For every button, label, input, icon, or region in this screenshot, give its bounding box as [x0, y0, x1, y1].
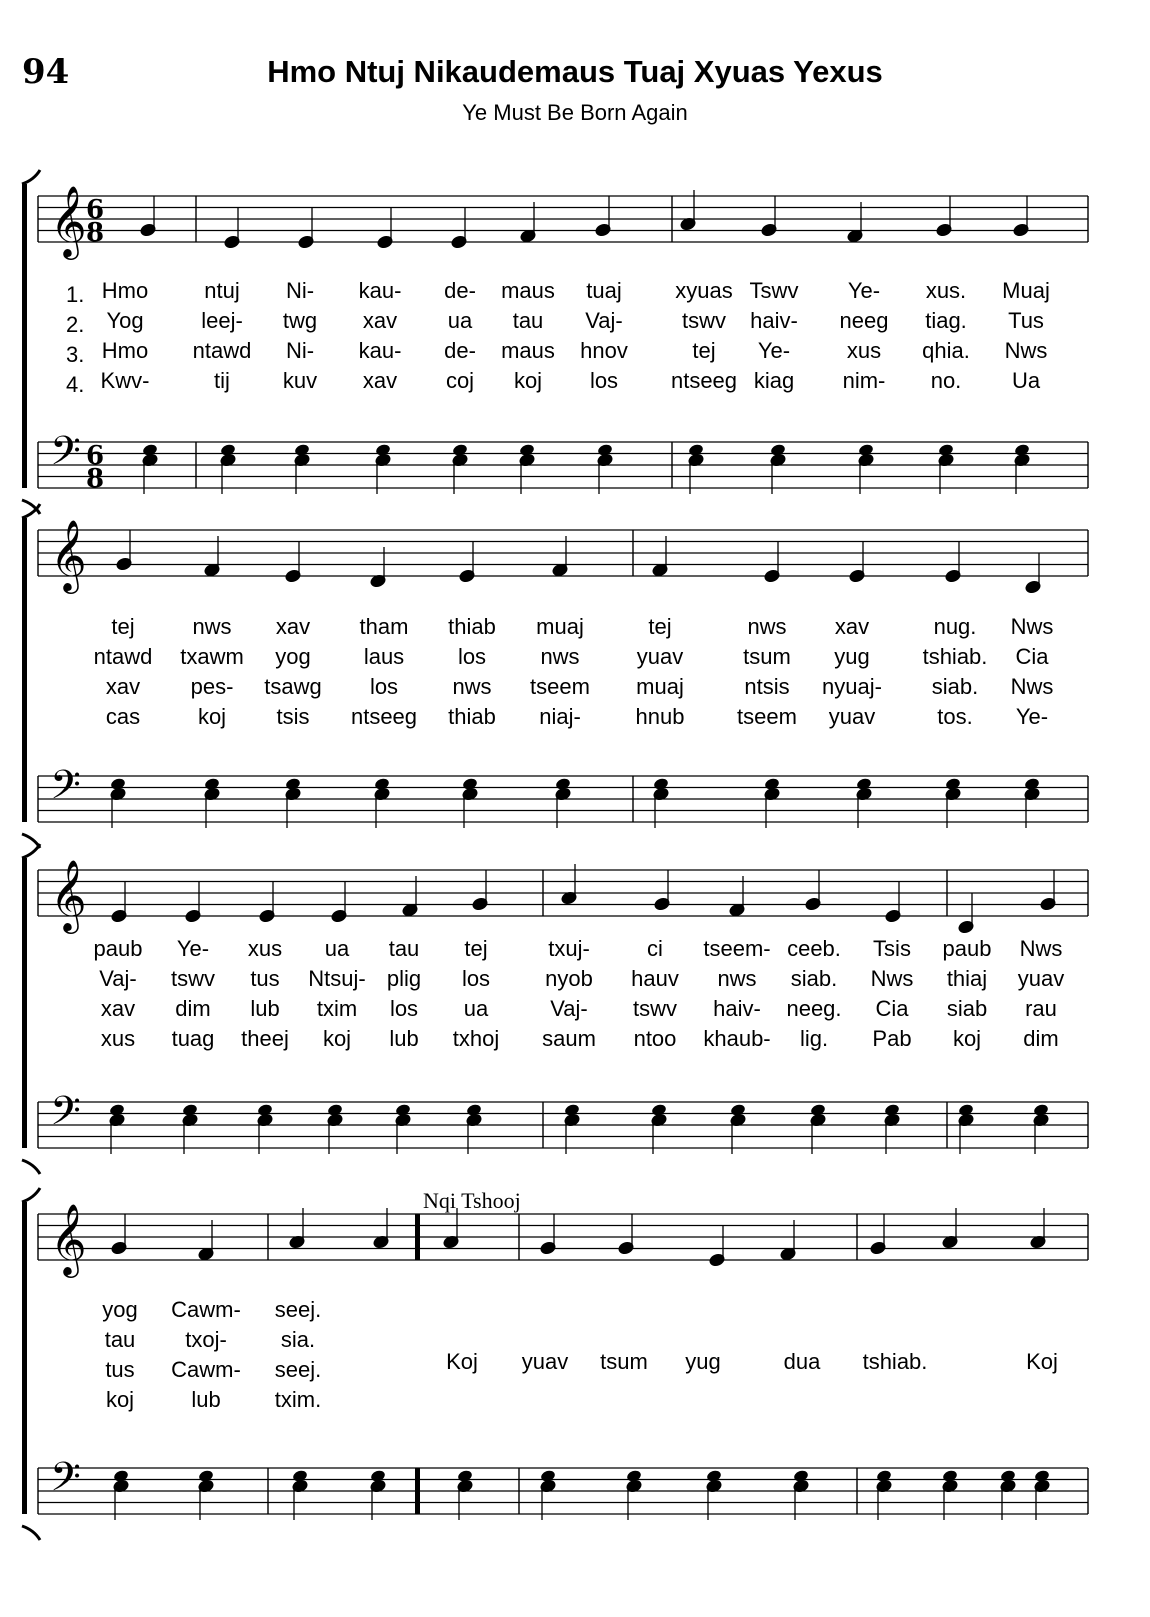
lyric-syllable: dim [175, 996, 211, 1021]
lyric-syllable: saum [542, 1026, 596, 1051]
note-head [876, 1469, 893, 1483]
lyric-syllable: de- [444, 338, 476, 363]
lyric-syllable: leej- [201, 308, 243, 333]
note-head [257, 1103, 274, 1117]
lyric-syllable: tau [388, 936, 420, 961]
lyric-syllable: plig [386, 966, 422, 991]
lyric-syllable: kuv [282, 368, 318, 393]
lyric-syllable: tswv [171, 966, 215, 991]
lyric-syllable: muaj [536, 614, 584, 639]
lyric-syllable: seej. [274, 1357, 322, 1382]
lyric-syllable: Tus [1008, 308, 1044, 333]
treble-clef: 𝄞 [50, 1202, 87, 1275]
lyric-syllable: lub [191, 1387, 221, 1412]
lyric-syllable: tseem [737, 704, 797, 729]
lyric-syllable: nws [192, 614, 232, 639]
treble-clef: 𝄞 [50, 518, 87, 591]
lyric-syllable: nyuaj- [822, 674, 882, 699]
system-bracket [22, 518, 27, 822]
lyric-syllable: xus [100, 1026, 136, 1051]
system-bracket [22, 858, 27, 1148]
lyric-syllable: Cawm- [171, 1297, 241, 1322]
note-head [457, 1469, 474, 1483]
lyric-syllable: ua [463, 996, 489, 1021]
lyric-syllable: tuag [171, 1026, 215, 1051]
bass-clef: 𝄢 [50, 762, 81, 818]
bracket-bottom-hook [22, 1160, 40, 1174]
lyric-syllable: maus [501, 338, 555, 363]
note-head [651, 1103, 668, 1117]
lyric-syllable: koj [952, 1026, 982, 1051]
note-head [109, 1103, 126, 1117]
lyric-syllable: nws [747, 614, 787, 639]
note-head [452, 443, 469, 457]
lyric-syllable: thiab [448, 704, 496, 729]
lyric-syllable: xyuas [675, 278, 733, 303]
lyric-syllable: ntuj [204, 278, 240, 303]
note-head [706, 1469, 723, 1483]
refrain-syllable: tsum [600, 1349, 648, 1374]
lyric-syllable: Nws [1019, 936, 1063, 961]
lyric-syllable: xav [105, 674, 141, 699]
note-head [1033, 1103, 1050, 1117]
note-head [374, 777, 391, 791]
lyric-syllable: yuav [636, 644, 684, 669]
note-head [1014, 443, 1031, 457]
refrain-syllable: yuav [521, 1349, 569, 1374]
lyric-syllable: nyob [545, 966, 593, 991]
lyric-syllable: xus. [925, 278, 967, 303]
note-head [204, 777, 221, 791]
lyric-syllable: ntawd [93, 644, 153, 669]
note-head [938, 443, 955, 457]
lyric-syllable: Nws [1004, 338, 1048, 363]
time-signature-top: 6 [86, 441, 105, 471]
note-head [730, 1103, 747, 1117]
lyric-syllable: paub [93, 936, 143, 961]
hymn-subtitle: Ye Must Be Born Again [462, 100, 688, 125]
lyric-syllable: Cawm- [171, 1357, 241, 1382]
lyric-syllable: tej [692, 338, 716, 363]
note-head [793, 1469, 810, 1483]
lyric-syllable: sia. [280, 1327, 316, 1352]
lyric-syllable: pes- [190, 674, 234, 699]
treble-clef: 𝄞 [50, 184, 87, 257]
lyric-syllable: rau [1025, 996, 1057, 1021]
lyric-syllable: tej [464, 936, 488, 961]
lyric-syllable: hnov [580, 338, 628, 363]
lyric-syllable: yug [834, 644, 870, 669]
lyric-syllable: niaj- [539, 704, 581, 729]
note-head [110, 777, 127, 791]
bracket-top-hook [22, 170, 40, 184]
lyric-syllable: de- [444, 278, 476, 303]
lyric-syllable: koj [197, 704, 227, 729]
lyric-syllable: neeg. [786, 996, 842, 1021]
bracket-bottom-hook [22, 1526, 40, 1540]
lyric-syllable: maus [501, 278, 555, 303]
lyric-syllable: xus [846, 338, 882, 363]
lyric-syllable: Ye- [176, 936, 210, 961]
bass-clef: 𝄢 [50, 1088, 81, 1144]
refrain-syllable: Koj [446, 1349, 478, 1374]
bass-clef: 𝄢 [50, 428, 81, 484]
note-head [540, 1469, 557, 1483]
lyric-syllable: Ni- [285, 278, 315, 303]
note-head [770, 443, 787, 457]
lyric-syllable: txim [316, 996, 358, 1021]
lyric-syllable: yog [102, 1297, 138, 1322]
lyric-syllable: nws [717, 966, 757, 991]
lyric-syllable: ua [447, 308, 473, 333]
system-bracket [22, 184, 27, 488]
lyric-syllable: xav [362, 308, 398, 333]
lyric-syllable: tus [105, 1357, 135, 1382]
refrain-syllable: Koj [1026, 1349, 1058, 1374]
note-head [198, 1469, 215, 1483]
note-head [1000, 1469, 1017, 1483]
lyric-syllable: ntseeg [350, 704, 418, 729]
lyric-syllable: tej [111, 614, 135, 639]
lyric-syllable: los [389, 996, 419, 1021]
lyric-syllable: siab. [931, 674, 979, 699]
refrain-syllable: yug [685, 1349, 721, 1374]
lyric-syllable: hauv [631, 966, 679, 991]
refrain-syllable: tshiab. [862, 1349, 928, 1374]
lyric-syllable: ceeb. [787, 936, 841, 961]
lyric-syllable: Tsis [873, 936, 911, 961]
lyric-syllable: Ye- [847, 278, 881, 303]
note-head [958, 1103, 975, 1117]
lyric-syllable: yuav [1017, 966, 1065, 991]
lyric-syllable: khaub- [703, 1026, 771, 1051]
note-head [555, 777, 572, 791]
tempo-marking: Nqi Tshooj [423, 1188, 521, 1213]
note-head [564, 1103, 581, 1117]
lyric-syllable: Nws [1010, 674, 1054, 699]
lyric-syllable: ci [647, 936, 663, 961]
lyric-syllable: txawm [180, 644, 244, 669]
note-head [466, 1103, 483, 1117]
lyric-syllable: Ntsuj- [308, 966, 366, 991]
lyric-syllable: tau [104, 1327, 136, 1352]
lyric-syllable: xav [275, 614, 311, 639]
lyric-syllable: tshiab. [922, 644, 988, 669]
lyric-syllable: tswv [682, 308, 726, 333]
lyric-syllable: ntsis [744, 674, 790, 699]
lyric-syllable: siab [946, 996, 988, 1021]
lyric-syllable: cas [105, 704, 141, 729]
lyric-syllable: tseem- [703, 936, 771, 961]
lyric-syllable: kau- [358, 278, 402, 303]
lyric-syllable: lub [389, 1026, 419, 1051]
lyric-syllable: Yog [106, 308, 144, 333]
note-head [395, 1103, 412, 1117]
lyric-syllable: tos. [937, 704, 973, 729]
lyric-syllable: xav [100, 996, 136, 1021]
lyric-syllable: Hmo [101, 338, 149, 363]
time-signature-bottom: 8 [86, 464, 105, 494]
lyric-syllable: txuj- [548, 936, 590, 961]
lyric-syllable: koj [105, 1387, 135, 1412]
lyric-syllable: thiab [448, 614, 496, 639]
lyric-syllable: Vaj- [585, 308, 623, 333]
note-head [688, 443, 705, 457]
note-head [285, 777, 302, 791]
lyric-syllable: Pab [872, 1026, 912, 1051]
note-head [858, 443, 875, 457]
lyric-syllable: tham [359, 614, 409, 639]
lyric-syllable: laus [363, 644, 405, 669]
note-head [945, 777, 962, 791]
lyric-syllable: xus [247, 936, 283, 961]
note-head [884, 1103, 901, 1117]
lyric-syllable: tej [648, 614, 672, 639]
lyric-syllable: nug. [933, 614, 977, 639]
lyric-syllable: Cia [1015, 644, 1049, 669]
verse-number: 2. [66, 312, 85, 337]
lyric-syllable: nws [540, 644, 580, 669]
lyric-syllable: Muaj [1002, 278, 1050, 303]
lyric-syllable: dim [1023, 1026, 1059, 1051]
thick-barline [415, 1214, 420, 1260]
note-head [220, 443, 237, 457]
verse-number: 4. [66, 372, 85, 397]
lyric-syllable: txhoj [452, 1026, 500, 1051]
lyric-syllable: seej. [274, 1297, 322, 1322]
lyric-syllable: txim. [274, 1387, 322, 1412]
refrain-syllable: dua [783, 1349, 821, 1374]
lyric-syllable: txoj- [185, 1327, 227, 1352]
lyric-syllable: tsum [743, 644, 791, 669]
lyric-syllable: siab. [790, 966, 838, 991]
lyric-syllable: los [461, 966, 491, 991]
lyric-syllable: nim- [842, 368, 886, 393]
lyric-syllable: Kwv- [100, 368, 150, 393]
lyric-syllable: haiv- [713, 996, 761, 1021]
hymn-title: Hmo Ntuj Nikaudemaus Tuaj Xyuas Yexus [267, 54, 883, 89]
lyric-syllable: Tswv [749, 278, 799, 303]
lyric-syllable: tsawg [264, 674, 322, 699]
lyric-syllable: Vaj- [99, 966, 137, 991]
lyric-syllable: Nws [870, 966, 914, 991]
lyric-syllable: tus [250, 966, 280, 991]
note-head [519, 443, 536, 457]
lyric-syllable: thiaj [946, 966, 988, 991]
bracket-top-hook [22, 844, 40, 858]
lyric-syllable: Hmo [101, 278, 149, 303]
lyric-syllable: lub [250, 996, 280, 1021]
note-head [942, 1469, 959, 1483]
lyric-syllable: yog [275, 644, 311, 669]
lyric-syllable: twg [282, 308, 318, 333]
lyric-syllable: koj [322, 1026, 352, 1051]
lyric-syllable: Ye- [757, 338, 791, 363]
note-head [462, 777, 479, 791]
lyric-syllable: paub [942, 936, 992, 961]
lyric-syllable: qhia. [922, 338, 970, 363]
lyric-syllable: theej [241, 1026, 289, 1051]
note-head [182, 1103, 199, 1117]
time-signature-top: 6 [86, 195, 105, 225]
note-head [1024, 777, 1041, 791]
treble-clef: 𝄞 [50, 858, 87, 931]
lyric-syllable: kau- [358, 338, 402, 363]
lyric-syllable: no. [930, 368, 962, 393]
note-head [370, 1469, 387, 1483]
lyric-syllable: Ua [1011, 368, 1041, 393]
note-head [292, 1469, 309, 1483]
lyric-syllable: Vaj- [550, 996, 588, 1021]
note-head [764, 777, 781, 791]
verse-number: 3. [66, 342, 85, 367]
note-head [294, 443, 311, 457]
note-head [856, 777, 873, 791]
lyric-syllable: xav [362, 368, 398, 393]
lyric-syllable: Cia [875, 996, 909, 1021]
lyric-syllable: ntoo [633, 1026, 677, 1051]
lyric-syllable: nws [452, 674, 492, 699]
lyric-syllable: kiag [753, 368, 795, 393]
note-head [626, 1469, 643, 1483]
lyric-syllable: tswv [633, 996, 677, 1021]
lyric-syllable: xav [834, 614, 870, 639]
lyric-syllable: tiag. [925, 308, 967, 333]
note-head [810, 1103, 827, 1117]
lyric-syllable: coj [445, 368, 475, 393]
lyric-syllable: lig. [799, 1026, 829, 1051]
lyric-syllable: hnub [635, 704, 685, 729]
note-head [597, 443, 614, 457]
lyric-syllable: tsis [276, 704, 310, 729]
lyric-syllable: ntseeg [670, 368, 738, 393]
note-head [113, 1469, 130, 1483]
note-head [1034, 1469, 1051, 1483]
verse-number: 1. [66, 282, 85, 307]
hymn-number: 94 [22, 52, 70, 92]
bracket-top-hook [22, 1188, 40, 1202]
lyric-syllable: los [589, 368, 619, 393]
lyric-syllable: neeg [839, 308, 889, 333]
lyric-syllable: ua [324, 936, 350, 961]
thick-barline [415, 1468, 420, 1514]
bass-clef: 𝄢 [50, 1454, 81, 1510]
system-bracket [22, 1202, 27, 1514]
lyric-syllable: tuaj [586, 278, 622, 303]
time-signature-bottom: 8 [86, 218, 105, 248]
lyric-syllable: tau [512, 308, 544, 333]
lyric-syllable: ntawd [192, 338, 252, 363]
note-head [653, 777, 670, 791]
lyric-syllable: yuav [828, 704, 876, 729]
lyric-syllable: Nws [1010, 614, 1054, 639]
lyric-syllable: koj [513, 368, 543, 393]
note-head [327, 1103, 344, 1117]
lyric-syllable: los [457, 644, 487, 669]
note-head [142, 443, 159, 457]
lyric-syllable: muaj [636, 674, 684, 699]
lyric-syllable: haiv- [750, 308, 798, 333]
lyric-syllable: los [369, 674, 399, 699]
note-head [375, 443, 392, 457]
lyric-syllable: tseem [530, 674, 590, 699]
lyric-syllable: Ye- [1015, 704, 1049, 729]
lyric-syllable: Ni- [285, 338, 315, 363]
lyric-syllable: tij [214, 368, 230, 393]
